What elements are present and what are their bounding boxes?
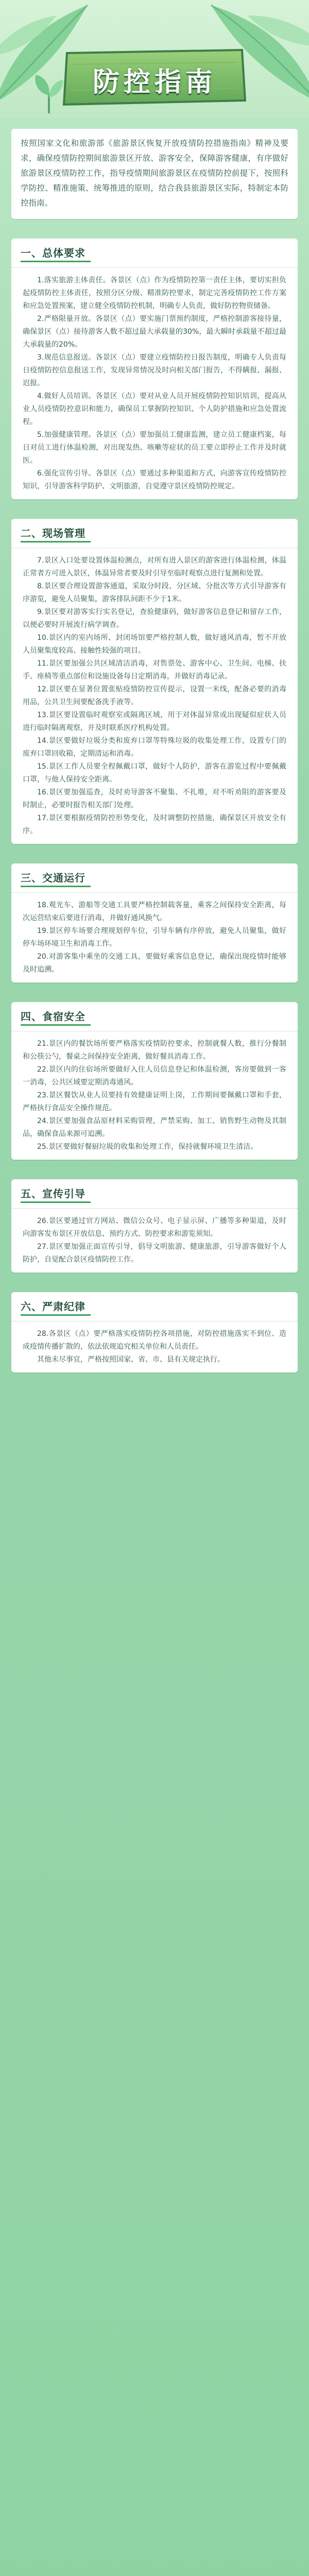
paragraph: 6.强化宣传引导。各景区（点）要通过多种渠道和方式，向游客宣传疫情防控知识，引导游客科学防护、文明旅游，自觉遵守景区疫情防控规定。	[23, 469, 286, 490]
paragraph: 16.景区要加强巡查，及时劝导游客不聚集、不扎堆，对不听劝阻的游客要及时制止，必要时报告相关部门处理。	[23, 788, 286, 809]
paragraph: 20.对游客集中乘坐的交通工具，要做好乘客信息登记，确保出现疫情时能够及时追溯。	[23, 953, 286, 974]
paragraph: 23.景区餐饮从业人员要持有效健康证明上岗，工作期间要佩戴口罩和手套，严格执行食品安全操作规范。	[23, 1091, 286, 1112]
paragraph: 13.景区要设置临时观察室或隔离区域，用于对体温异常或出现疑似症状人员进行临时隔离观察，并及时联系医疗机构处置。	[23, 711, 286, 732]
paragraph: 21.景区内的餐饮场所要严格落实疫情防控要求，控制就餐人数，推行分餐制和公筷公勺，餐桌之间保持安全距离，做好餐具消毒工作。	[23, 1040, 286, 1061]
section-publicity	[11, 1179, 298, 1273]
paragraph: 8.景区要合理设置游客通道，采取分时段、分区域、分批次等方式引导游客有序游览，避免人员聚集，游客排队间距不少于1米。	[23, 582, 286, 603]
paragraph: 27.景区要加强正面宣传引导，倡导文明旅游、健康旅游，引导游客做好个人防护，自觉配合景区疫情防控工作。	[23, 1243, 286, 1264]
section-title: 四、食宿安全	[21, 1008, 91, 1026]
section-body	[11, 1321, 298, 1366]
section-header	[11, 1179, 298, 1209]
section-title: 五、宣传引导	[21, 1185, 91, 1203]
paragraph: 其他未尽事宜，严格按照国家、省、市、县有关规定执行。	[37, 1355, 225, 1364]
section-discipline	[11, 1292, 298, 1372]
paragraph: 19.景区停车场要合理规划停车位，引导车辆有序停放，避免人员聚集，做好停车场环境卫生和消毒工作。	[23, 927, 286, 948]
section-food-lodging	[11, 1002, 298, 1160]
section-body	[11, 1031, 298, 1154]
section-title: 三、交通运行	[21, 870, 91, 887]
section-transport	[11, 863, 298, 982]
paragraph: 28.各景区（点）要严格落实疫情防控各项措施，对防控措施落实不到位、造成疫情传播扩散的，依法依规追究相关单位和人员责任。	[23, 1330, 286, 1351]
section-site-management	[11, 519, 298, 844]
paragraph: 5.加强健康管理。各景区（点）要加强员工健康监测，建立员工健康档案，每日对员工进行体温检测，对出现发热、咳嗽等症状的员工要立即停止工作并及时就医。	[23, 431, 286, 465]
section-general-requirements	[11, 239, 298, 499]
paragraph: 24.景区要加强食品原材料采购管理，严禁采购、加工、销售野生动物及其制品，确保食品来源可追溯。	[23, 1117, 286, 1138]
section-title: 六、严肃纪律	[21, 1298, 91, 1316]
section-body	[11, 1209, 298, 1266]
paragraph: 7.景区入口处要设置体温检测点，对所有进入景区的游客进行体温检测，体温正常者方可进入景区，体温异常者要及时引导至临时观察点进行复测和处置。	[23, 556, 286, 578]
page-title: 防控指南	[92, 66, 216, 98]
paragraph: 25.景区要做好餐厨垃圾的收集和处理工作，保持就餐环境卫生清洁。	[37, 1143, 258, 1151]
paragraph: 18.观光车、游船等交通工具要严格控制载客量，乘客之间保持安全距离，每次运营结束后要进行消毒，并做好通风换气。	[23, 901, 286, 922]
title-sign	[62, 49, 247, 106]
paragraph: 4.做好人员培训。各景区（点）要对从业人员开展疫情防控知识培训，提高从业人员疫情防控意识和能力，确保员工掌握防控知识、个人防护措施和应急处置流程。	[23, 392, 286, 426]
section-header	[11, 239, 298, 268]
paragraph: 11.景区要加强公共区域清洁消毒，对售票处、游客中心、卫生间、电梯、扶手、座椅等重点部位和设施设备每日定期消毒，并做好消毒记录。	[23, 659, 286, 681]
paragraph: 3.规范信息报送。各景区（点）要建立疫情防控日报告制度，明确专人负责每日疫情防控信息报送工作，发现异常情况及时向相关部门报告，不得瞒报、漏报、迟报。	[23, 353, 286, 387]
paragraph: 17.景区要根据疫情防控形势变化，及时调整防控措施，确保景区开放安全有序。	[23, 814, 286, 835]
paragraph: 26.景区要通过官方网站、微信公众号、电子显示屏、广播等多种渠道，及时向游客发布景区开放信息、预约方式、防控要求和游览须知。	[23, 1217, 286, 1238]
section-body	[11, 548, 298, 838]
paragraph: 22.景区内的住宿场所要做好入住人员信息登记和体温检测，客房要做到一客一消毒，公共区域要定期消毒通风。	[23, 1065, 286, 1087]
intro-card	[11, 129, 298, 219]
section-header	[11, 1292, 298, 1321]
header-banner	[0, 0, 309, 118]
paragraph: 1.落实旅游主体责任。各景区（点）作为疫情防控第一责任主体，要切实担负起疫情防控主体责任，按照分区分级、精准防控要求，制定完善疫情防控工作方案和应急处置预案，建立健全疫情防控机制，明确专人负责，做好防控物资储备。	[23, 276, 286, 310]
paragraph: 10.景区内的室内场所、封闭场馆要严格控制人数，做好通风消毒，暂不开放人员聚集度较高、接触性较强的项目。	[23, 634, 286, 655]
section-header	[11, 863, 298, 893]
paragraph: 9.景区要对游客实行实名登记，查验健康码，做好游客信息登记和留存工作，以便必要时开展流行病学调查。	[23, 608, 286, 629]
intro-text: 按照国家文化和旅游部《旅游景区恢复开放疫情防控措施指南》精神及要求，确保疫情防控期间旅游景区开放、游客安全，保障游客健康，有序做好旅游景区疫情防控工作，指导疫情期间旅游景区在疫情防控前提下，按照科学防控、精准施策、统筹推进的原则，结合我县旅游景区实际，特制定本防控指南。	[21, 139, 288, 208]
section-title: 二、现场管理	[21, 525, 91, 543]
paragraph: 15.景区工作人员要全程佩戴口罩，做好个人防护，游客在游览过程中要佩戴口罩，与他人保持安全距离。	[23, 762, 286, 784]
section-body	[11, 893, 298, 976]
paragraph: 14.景区要做好垃圾分类和废弃口罩等特殊垃圾的收集处理工作，设置专门的废弃口罩回收箱，定期清运和消毒。	[23, 737, 286, 758]
paragraph: 2.严格限量开放。各景区（点）要实施门票预约制度，严格控制游客接待量，确保景区（点）接待游客人数不超过最大承载量的30%，最大瞬时承载量不超过最大承载量的20%。	[23, 315, 286, 349]
section-title: 一、总体要求	[21, 245, 91, 262]
paragraph: 12.景区要在显著位置张贴疫情防控宣传提示，设置一米线，配备必要的消毒用品，公共卫生间要配备洗手液等。	[23, 685, 286, 706]
section-header	[11, 1002, 298, 1031]
section-header	[11, 519, 298, 548]
section-body	[11, 268, 298, 493]
